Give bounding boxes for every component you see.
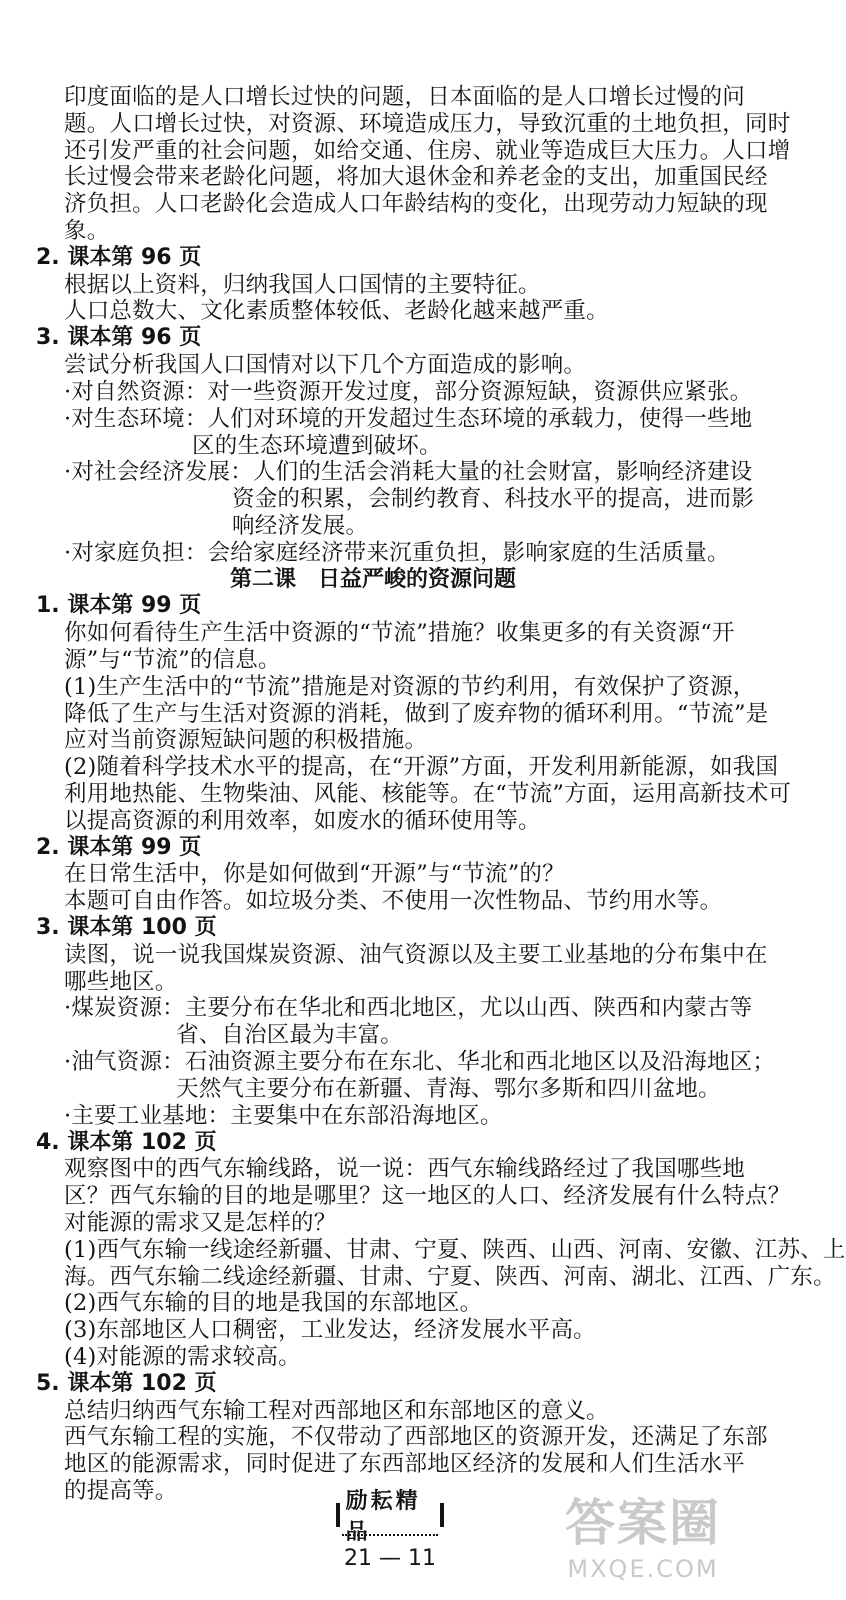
text-line: 印度面临的是人口增长过快的问题，日本面临的是人口增长过慢的问 [64, 84, 746, 110]
answer-text: 西气东输工程的实施，不仅带动了西部地区的资源开发，还满足了东部 [64, 1424, 768, 1450]
text-line: 还引发严重的社会问题，如给交通、住房、就业等造成巨大压力。人口增 [64, 138, 791, 164]
answer-text: (3)东部地区人口稠密，工业发达，经济发展水平高。 [64, 1317, 596, 1343]
page-number: 21 — 11 [344, 1546, 436, 1571]
question-heading: 2. 课本第 99 页 [36, 835, 202, 860]
answer-text: 利用地热能、生物柴油、风能、核能等。在“节流”方面，运用高新技术可 [64, 781, 792, 807]
answer-text: (1)西气东输一线途经新疆、甘肃、宁夏、陕西、山西、河南、安徽、江苏、上 [64, 1237, 846, 1263]
answer-bullet: ·煤炭资源：主要分布在华北和西北地区，尤以山西、陕西和内蒙古等 [64, 995, 753, 1021]
answer-text: 应对当前资源短缺问题的积极措施。 [64, 727, 428, 753]
brand-text: 励耘精品 [345, 1489, 421, 1545]
text-line: 长过慢会带来老龄化问题，将加大退休金和养老金的支出，加重国民经 [64, 164, 768, 190]
answer-bullet: ·主要工业基地：主要集中在东部沿海地区。 [64, 1103, 503, 1129]
watermark-logo: 答案圈 [565, 1494, 721, 1552]
question-text: 区？西气东输的目的地是哪里？这一地区的人口、经济发展有什么特点？ [64, 1183, 791, 1209]
text-line: 济负担。人口老龄化会造成人口年龄结构的变化，出现劳动力短缺的现 [64, 191, 768, 217]
question-text: 观察图中的西气东输线路，说一说：西气东输线路经过了我国哪些地 [64, 1156, 746, 1182]
answer-text: 海。西气东输二线途经新疆、甘肃、宁夏、陕西、河南、湖北、江西、广东。 [64, 1264, 836, 1290]
brand-bar-left [336, 1503, 340, 1527]
question-text: 尝试分析我国人口国情对以下几个方面造成的影响。 [64, 352, 587, 378]
question-text: 源”与“节流”的信息。 [64, 647, 281, 673]
question-text: 在日常生活中，你是如何做到“开源”与“节流”的？ [64, 861, 565, 887]
answer-continuation: 区的生态环境遭到破坏。 [192, 433, 442, 459]
answer-continuation: 省、自治区最为丰富。 [176, 1022, 404, 1048]
answer-text: 地区的能源需求，同时促进了东西部地区经济的发展和人们生活水平 [64, 1451, 746, 1477]
answer-text: 人口总数大、文化素质整体较低、老龄化越来越严重。 [64, 298, 609, 324]
question-heading: 5. 课本第 102 页 [36, 1371, 217, 1396]
text-line: 题。人口增长过快，对资源、环境造成压力，导致沉重的土地负担，同时 [64, 111, 791, 137]
answer-text: 以提高资源的利用效率，如废水的循环使用等。 [64, 808, 541, 834]
question-text: 你如何看待生产生活中资源的“节流”措施？收集更多的有关资源“开 [64, 620, 735, 646]
question-text: 哪些地区。 [64, 969, 178, 995]
answer-continuation: 资金的积累，会制约教育、科技水平的提高，进而影 [232, 486, 755, 512]
answer-bullet: ·对社会经济发展：人们的生活会消耗大量的社会财富，影响经济建设 [64, 459, 753, 485]
answer-text: (2)西气东输的目的地是我国的东部地区。 [64, 1290, 483, 1316]
text-line: 象。 [64, 218, 110, 244]
question-text: 总结归纳西气东输工程对西部地区和东部地区的意义。 [64, 1398, 609, 1424]
answer-continuation: 响经济发展。 [232, 513, 369, 539]
answer-text: 本题可自由作答。如垃圾分类、不使用一次性物品、节约用水等。 [64, 888, 723, 914]
question-text: 根据以上资料，归纳我国人口国情的主要特征。 [64, 272, 541, 298]
answer-text: (1)生产生活中的“节流”措施是对资源的节约利用，有效保护了资源， [64, 674, 756, 700]
watermark [548, 1492, 738, 1600]
answer-text: 的提高等。 [64, 1478, 178, 1504]
answer-bullet: ·对自然资源：对一些资源开发过度，部分资源短缺，资源供应紧张。 [64, 379, 753, 405]
lesson-title: 第二课 日益严峻的资源问题 [229, 567, 516, 592]
answer-bullet: ·对生态环境：人们对环境的开发超过生态环境的承载力，使得一些地 [64, 406, 753, 432]
answer-bullet: ·对家庭负担：会给家庭经济带来沉重负担，影响家庭的生活质量。 [64, 540, 730, 566]
question-heading: 3. 课本第 100 页 [36, 915, 217, 940]
brand-dotted-line [342, 1534, 438, 1536]
question-heading: 4. 课本第 102 页 [36, 1130, 217, 1155]
brand-bar-right [440, 1503, 444, 1527]
question-text: 对能源的需求又是怎样的？ [64, 1210, 337, 1236]
answer-text: (4)对能源的需求较高。 [64, 1344, 301, 1370]
answer-text: (2)随着科学技术水平的提高，在“开源”方面，开发利用新能源，如我国 [64, 754, 779, 780]
answer-text: 降低了生产与生活对资源的消耗，做到了废弃物的循环利用。“节流”是 [64, 701, 769, 727]
answer-continuation: 天然气主要分布在新疆、青海、鄂尔多斯和四川盆地。 [176, 1076, 721, 1102]
brand-logo [330, 1489, 450, 1545]
watermark-url: MXQE.COM [567, 1555, 719, 1583]
question-heading: 2. 课本第 96 页 [36, 245, 202, 270]
answer-bullet: ·油气资源：石油资源主要分布在东北、华北和西北地区以及沿海地区； [64, 1049, 776, 1075]
question-heading: 1. 课本第 99 页 [36, 593, 202, 618]
question-text: 读图，说一说我国煤炭资源、油气资源以及主要工业基地的分布集中在 [64, 942, 768, 968]
question-heading: 3. 课本第 96 页 [36, 325, 202, 350]
